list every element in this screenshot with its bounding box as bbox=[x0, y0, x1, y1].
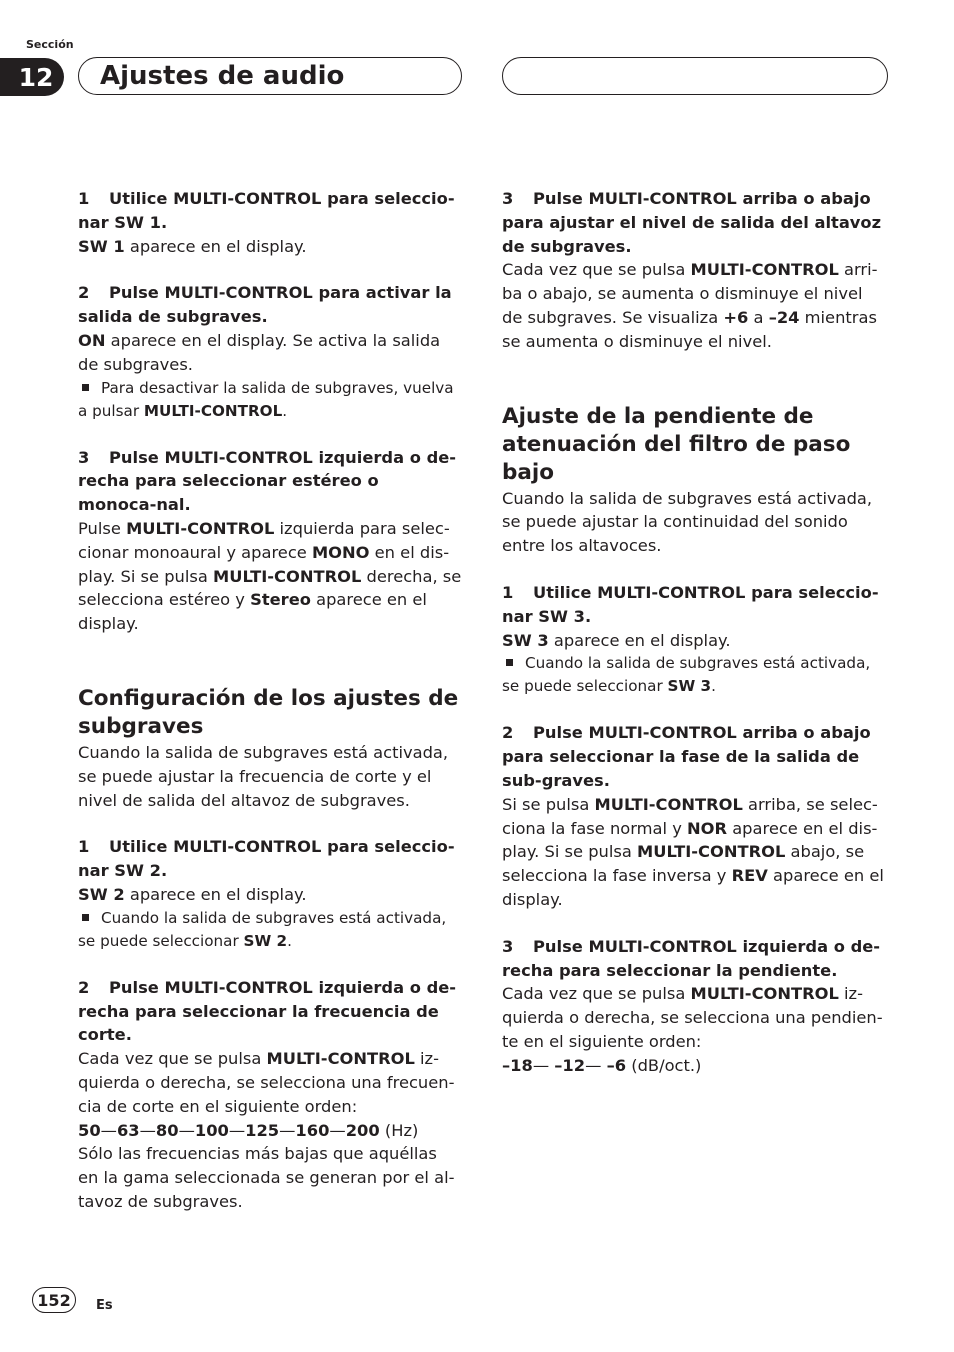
step-heading: 2 Pulse MULTI-CONTROL izquierda o de-recha para seleccionar la frecuencia de corte. bbox=[78, 977, 457, 1045]
step-heading: 2 Pulse MULTI-CONTROL para activar la salida de subgraves. bbox=[78, 283, 452, 327]
note: Para desactivar la salida de subgraves, vuelva a pulsar MULTI-CONTROL. bbox=[78, 378, 454, 420]
section-label: Sección bbox=[26, 38, 74, 51]
bullet-square-icon bbox=[82, 384, 89, 391]
frequency-sequence: 50—63—80—100—125—160—200 (Hz) bbox=[78, 1120, 419, 1140]
empty-header-pill bbox=[502, 57, 888, 95]
section-heading: Ajuste de la pendiente de atenuación del filtro de paso bajo bbox=[502, 403, 851, 485]
step-body: Si se pulsa MULTI-CONTROL arriba, se selec-ciona la fase normal y NOR aparece en el dis-play. Si se pulsa MULTI-CONTROL abajo, se selecciona la fase inversa y REV aparece en el display. bbox=[502, 794, 884, 909]
note: Cuando la salida de subgraves está activada, se puede seleccionar SW 2. bbox=[78, 908, 447, 950]
page-number: 152 bbox=[32, 1287, 76, 1313]
note: Cuando la salida de subgraves está activada, se puede seleccionar SW 3. bbox=[502, 654, 871, 696]
step-heading: 1 Utilice MULTI-CONTROL para seleccio-nar SW 1. bbox=[78, 189, 455, 232]
section-number-badge: 12 bbox=[0, 58, 64, 96]
step-body: Sólo las frecuencias más bajas que aquéllas en la gama seleccionada se generan por el al-tavoz de subgraves. bbox=[78, 1144, 455, 1211]
step-body: Cada vez que se pulsa MULTI-CONTROL iz-quierda o derecha, se selecciona una pendien-te en el siguiente orden: bbox=[502, 984, 883, 1051]
bullet-square-icon bbox=[82, 914, 89, 921]
step-body: SW 1 aparece en el display. bbox=[78, 236, 307, 256]
language-label: Es bbox=[96, 1298, 113, 1313]
step-body: Cada vez que se pulsa MULTI-CONTROL arri-ba o abajo, se aumenta o disminuye el nivel de subgraves. Se visualiza +6 a –24 mientras se aumenta o disminuye el nivel. bbox=[502, 260, 878, 351]
step-heading: 3 Pulse MULTI-CONTROL izquierda o de-recha para seleccionar la pendiente. bbox=[502, 936, 881, 980]
step-body: Pulse MULTI-CONTROL izquierda para selec-cionar monoaural y aparece MONO en el dis-play. Si se pulsa MULTI-CONTROL derecha, se selecciona estéreo y Stereo aparece en el display. bbox=[78, 518, 462, 634]
page-title: Ajustes de audio bbox=[78, 57, 462, 95]
left-column bbox=[78, 187, 462, 1214]
slope-sequence: –18— –12— –6 (dB/oct.) bbox=[502, 1055, 702, 1075]
right-column bbox=[502, 187, 886, 1078]
step-body: SW 3 aparece en el display. bbox=[502, 630, 731, 650]
section-intro: Cuando la salida de subgraves está activada, se puede ajustar la frecuencia de corte y el nivel de salida del altavoz de subgraves. bbox=[78, 742, 449, 810]
step-heading: 2 Pulse MULTI-CONTROL arriba o abajo para seleccionar la fase de la salida de sub-graves. bbox=[502, 723, 871, 790]
bullet-square-icon bbox=[506, 659, 513, 666]
step-body: Cada vez que se pulsa MULTI-CONTROL iz-quierda o derecha, se selecciona una frecuen-cia de corte en el siguiente orden: bbox=[78, 1049, 455, 1116]
step-heading: 1 Utilice MULTI-CONTROL para seleccio-nar SW 3. bbox=[502, 582, 879, 626]
step-body: SW 2 aparece en el display. bbox=[78, 884, 307, 904]
step-heading: 1 Utilice MULTI-CONTROL para seleccio-nar SW 2. bbox=[78, 837, 455, 881]
step-heading: 3 Pulse MULTI-CONTROL arriba o abajo para ajustar el nivel de salida del altavoz de subgraves. bbox=[502, 189, 882, 256]
section-heading: Configuración de los ajustes de subgraves bbox=[78, 685, 459, 739]
step-body: ON aparece en el display. Se activa la salida de subgraves. bbox=[78, 330, 441, 374]
section-intro: Cuando la salida de subgraves está activada, se puede ajustar la continuidad del sonido entre los altavoces. bbox=[502, 488, 873, 556]
step-heading: 3 Pulse MULTI-CONTROL izquierda o de-recha para seleccionar estéreo o monoca-nal. bbox=[78, 447, 457, 515]
